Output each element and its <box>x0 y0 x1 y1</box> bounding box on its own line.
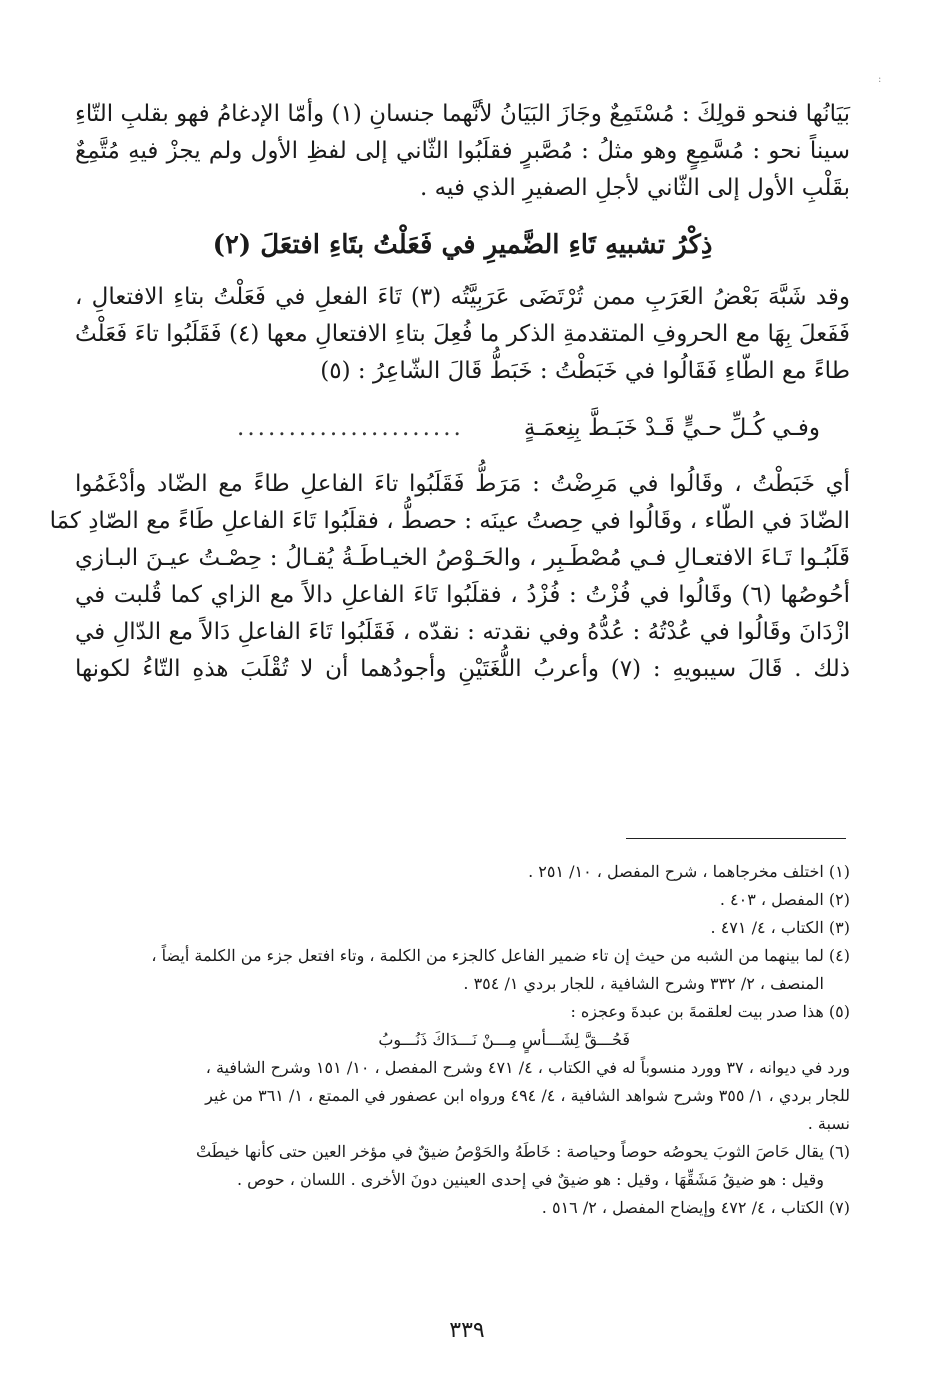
main-text <box>49 96 851 688</box>
footnote <box>70 942 850 998</box>
footnote-line: للجار بردي ، ١/ ٣٥٥ وشرح شواهد الشافية ، ٤/ ٤٩٤ ورواه ابن عصفور في الممتع ، ١/ ٣٦١ من غير <box>205 1086 850 1105</box>
text-line: ذلك . قَالَ سيبويهِ : (٧) وأعربُ اللُّغَتَيْنِ وأجودُهما أن لا تُقْلَبَ هذهِ التّاءُ لكونها <box>75 656 851 682</box>
footnote-line: (٢) المفصل ، ٤٠٣ . <box>719 890 850 909</box>
footnote-line: ورد في ديوانه ، ٣٧ وورد منسوباً له في الكتاب ، ٤/ ٤٧١ وشرح المفصل ، ١٠/ ١٥١ وشرح الشافية ، <box>205 1058 850 1077</box>
paragraph-top <box>75 96 850 207</box>
footnote <box>70 1194 850 1222</box>
verse-omitted-dots: ...................... <box>237 415 464 441</box>
paragraph-bottom <box>49 466 851 688</box>
poetry-verse <box>75 408 850 448</box>
text-line: قَلَبُـوا تَـاءَ الافتعـالِ فـي مُصْطَـبِر ، والحَـوْصُ الخيـاطَـةُ يُقـالُ : حِصْـتُ عيـنَ البـازي <box>75 545 850 571</box>
footnotes <box>70 858 850 1222</box>
footnote-line: (٦) يقال حَاصَ الثوبَ يحوصُه حوصاً وحياصة : خَاطَهُ والحَوْصُ ضيقٌ في مؤخر العين حتى كأنها خيطَتْ <box>195 1142 850 1161</box>
page-number: ٣٣٩ <box>449 1318 485 1343</box>
text-line: ازْدَانَ وقَالُوا في عُدْتُهُ : عُدُّهُ وفي نقدته : نقدّه ، فَقَلَبُوا تَاءَ الفاعلِ دَالاً مع الدّالِ في <box>75 619 850 645</box>
footnote <box>70 998 850 1138</box>
footnote <box>70 886 850 914</box>
text-line: فَفَعلَ بِهَا مع الحروفِ المتقدمةِ الذكر ما فُعِلَ بتاءِ الافتعالِ معها (٤) فَقَلَبُوا تاءَ فَعَلْتُ <box>75 321 850 347</box>
verse-hemistich: وفـي كُـلِّ حـيٍّ قَـدْ خَبَـطَّ بِنِعمَـةٍ <box>523 415 820 441</box>
paragraph-middle <box>75 279 850 390</box>
footnote <box>70 858 850 886</box>
footnote-line: (٣) الكتاب ، ٤/ ٤٧١ . <box>710 918 850 937</box>
text-line: وقد شَبَّهَ بَعْضُ العَرَبِ ممن تُرْتَضَى عَرَبِيَّتُه (٣) تَاءَ الفعلِ في فَعَلْتُ بتاءِ الافتعالِ ، <box>75 284 850 310</box>
margin-mark: : <box>878 74 882 85</box>
footnote <box>70 1138 850 1194</box>
footnote-line: (٤) لما بينهما من الشبه من حيث إن تاء ضمير الفاعل كالجزء من الكلمة ، وتاء افتعل جزء من الكلمة أيضاً ، <box>151 946 850 965</box>
text-line: بَيَانُها فنحو قولِكَ : مُسْتَمِعٌ وجَازَ البَيَانُ لأنَّهما جنسانِ (١) وأمّا الإدغامُ فهو بقلبِ التّاءِ <box>75 101 850 127</box>
footnote-separator <box>626 838 846 839</box>
text-line: طاءً مع الطّاءِ فَقَالُوا في خَبَطْتُ : خَبَطُّ قَالَ الشّاعِرُ : (٥) <box>320 358 850 384</box>
footnote-verse: فَحُـــقَّ لِشَـــأسٍ مِـــنْ نَـــدَاكَ ذَنُـــوبُ <box>378 1030 630 1049</box>
footnote-line: المنصف ، ٢/ ٣٣٢ وشرح الشافية ، للجار بردي ١/ ٣٥٤ . <box>463 974 824 993</box>
text-line: الضّادَ في الطّاء ، وقَالُوا في حِصتُ عينَه : حصطُّ ، فقلَبُوا تَاءَ الفاعلِ طَاءً مع الصّادِ كمَا <box>49 508 850 534</box>
text-line: بقَلْبِ الأول إلى الثّاني لأجلِ الصفيرِ الذي فيه . <box>420 175 850 201</box>
footnote-line: (٧) الكتاب ، ٤/ ٤٧٢ وإيضاح المفصل ، ٢/ ٥١٦ . <box>541 1198 850 1217</box>
text-line: أي خَبَطْتُ ، وقَالُوا في مَرِضْتُ : مَرَطُّ فَقَلَبُوا تاءَ الفاعلِ طاءً مع الضّاد وأدْغَمُوا <box>75 471 850 497</box>
footnote <box>70 914 850 942</box>
footnote-line: نسبة . <box>807 1114 850 1133</box>
section-heading: ذِكْرُ تشبيهِ تَاءِ الضَّميرِ في فَعَلْتُ بتَاءِ افتعَلَ (٢) <box>212 230 713 260</box>
text-line: أحُوصُها (٦) وقَالُوا في فُزْتُ : فُزْدُ ، فقلَبُوا تَاءَ الفاعلِ دالاً مع الزاي كما قُلبت في <box>75 582 850 608</box>
text-line: سيناً نحو : مُسَّمِعٍ وهو مثلُ : مُصَّبرٍ فقلَبُوا الثّاني إلى لفظِ الأول ولم يجزْ فيهِ مُتَّمِعٌ <box>75 138 850 164</box>
footnote-line: وقيل : هو ضيقُ مَشَقِّهَا ، وقيل : هو ضيقٌ في إحدى العينين دونَ الأخرى . اللسان ، حوص . <box>236 1170 824 1189</box>
footnote-line: (١) اختلف مخرجاهما ، شرح المفصل ، ١٠/ ٢٥١ . <box>528 862 850 881</box>
footnote-line: (٥) هذا صدر بيت لعلقمةَ بن عبدةَ وعجزه : <box>570 1002 850 1021</box>
